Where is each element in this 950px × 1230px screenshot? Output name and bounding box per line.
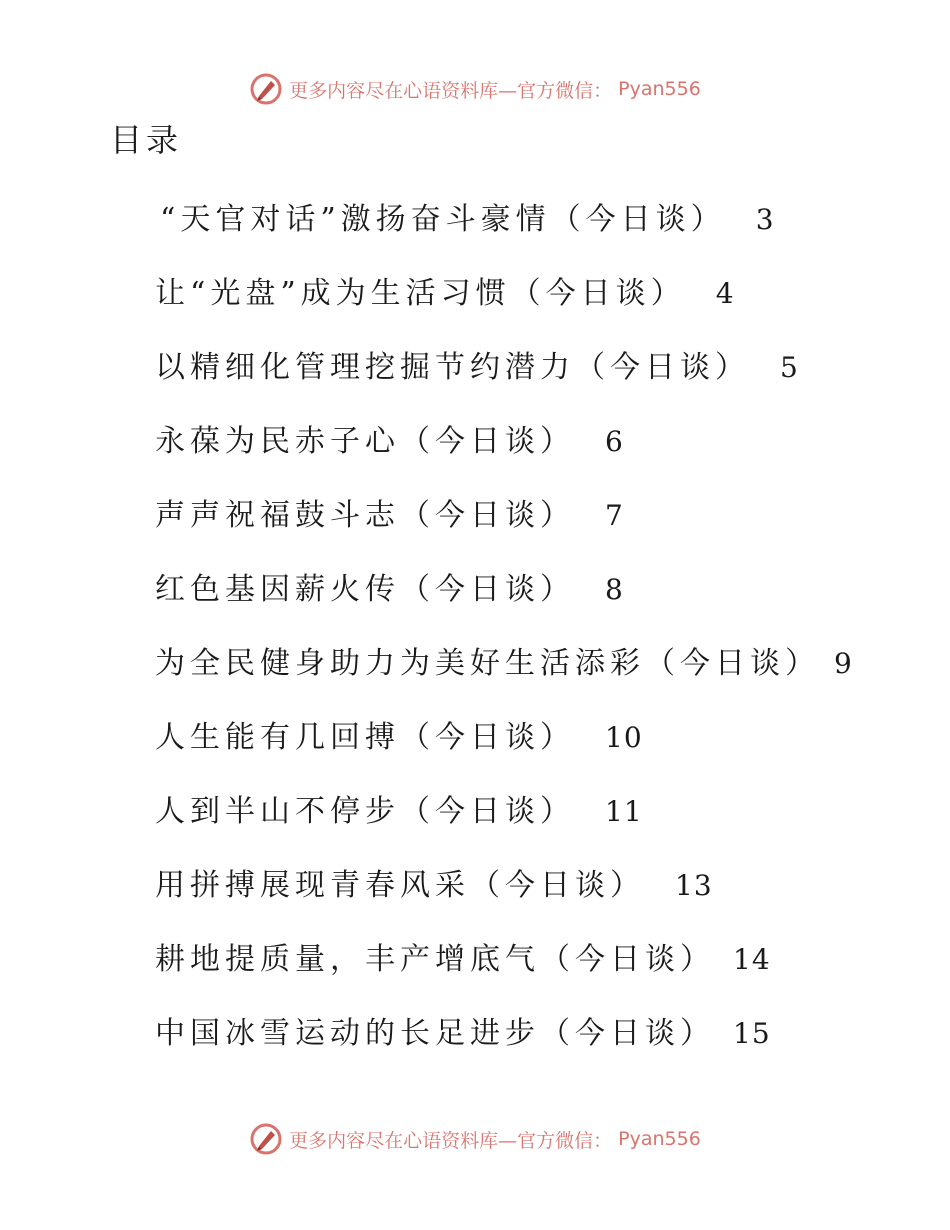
toc-heading: 目录 bbox=[110, 121, 183, 159]
header-watermark bbox=[0, 72, 950, 106]
toc-entry[interactable] bbox=[155, 861, 713, 911]
toc-entry-page: 14 bbox=[733, 943, 771, 976]
pen-nib-circle-icon bbox=[249, 72, 283, 106]
watermark-wechat-id: Pyan556 bbox=[618, 78, 701, 100]
pen-nib-circle-icon bbox=[249, 1122, 283, 1156]
toc-entry[interactable] bbox=[160, 195, 775, 245]
toc-entry-page: 15 bbox=[733, 1017, 771, 1050]
toc-entry-page: 11 bbox=[605, 795, 643, 828]
toc-entry-page: 8 bbox=[605, 573, 624, 606]
toc-entry-title: 人生能有几回搏（今日谈） bbox=[155, 720, 575, 755]
toc-entry-page: 4 bbox=[715, 277, 735, 310]
toc-entry[interactable] bbox=[155, 491, 624, 541]
toc-entry[interactable] bbox=[155, 935, 771, 985]
toc-entry-title: 以精细化管理挖掘节约潜力（今日谈） bbox=[155, 350, 750, 385]
toc-entry[interactable] bbox=[155, 1009, 771, 1059]
toc-entry-title: 人到半山不停步（今日谈） bbox=[155, 794, 575, 829]
toc-entry[interactable] bbox=[155, 787, 643, 837]
toc-entry-page: 6 bbox=[605, 425, 624, 458]
toc-entry[interactable] bbox=[155, 639, 853, 689]
toc-entry-page: 5 bbox=[780, 351, 799, 384]
toc-entry[interactable] bbox=[155, 417, 624, 467]
toc-entry-title: 永葆为民赤子心（今日谈） bbox=[155, 424, 575, 459]
toc-entry-title: 声声祝福鼓斗志（今日谈） bbox=[155, 498, 575, 533]
toc-entry-title: 中国冰雪运动的长足进步（今日谈） bbox=[155, 1016, 715, 1051]
toc-entry-page: 13 bbox=[675, 869, 713, 902]
toc-entry-title: 耕地提质量，丰产增底气（今日谈） bbox=[155, 942, 715, 977]
watermark-wechat-id: Pyan556 bbox=[618, 1128, 701, 1150]
toc-entry[interactable] bbox=[155, 343, 799, 393]
toc-entry-page: 3 bbox=[755, 203, 775, 236]
toc-entry-title: 红色基因薪火传（今日谈） bbox=[155, 572, 575, 607]
toc-entry-title: 让“光盘”成为生活习惯（今日谈） bbox=[155, 276, 686, 311]
toc-entry[interactable] bbox=[155, 713, 643, 763]
toc-entry-title: 为全民健身助力为美好生活添彩（今日谈） bbox=[155, 646, 820, 681]
toc-entry-page: 9 bbox=[834, 647, 853, 680]
toc-entry-page: 10 bbox=[605, 721, 643, 754]
toc-entry[interactable] bbox=[155, 269, 735, 319]
toc-entry-page: 7 bbox=[605, 499, 624, 532]
toc-entry-title: “天官对话”激扬奋斗豪情（今日谈） bbox=[160, 202, 726, 237]
watermark-text: 更多内容尽在心语资料库—官方微信： bbox=[289, 1129, 613, 1152]
toc-entry-title: 用拼搏展现青春风采（今日谈） bbox=[155, 868, 645, 903]
watermark-text: 更多内容尽在心语资料库—官方微信： bbox=[289, 79, 613, 102]
toc-entry[interactable] bbox=[155, 565, 624, 615]
footer-watermark bbox=[0, 1122, 950, 1156]
